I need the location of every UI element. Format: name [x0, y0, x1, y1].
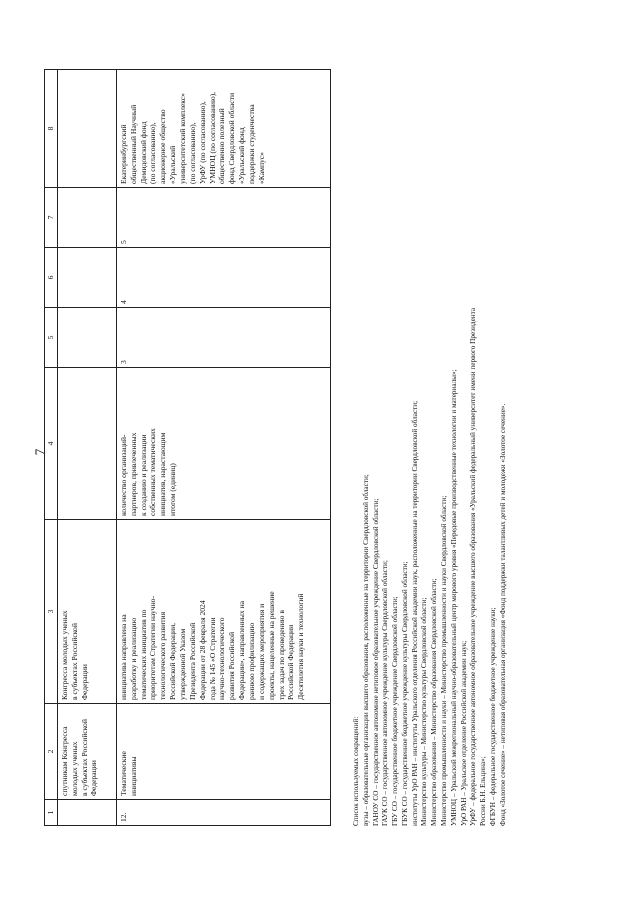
value-cell: 5: [116, 188, 330, 248]
abbreviation-item: ГАУК СО – государственное автономное учреждение культуры Свердловской области;: [381, 560, 390, 826]
abbreviation-item: Министерство культуры – Министерство культуры Свердловской области;: [420, 597, 429, 826]
abbreviation-item: УрФУ – федеральное государственное автономное образовательное учреждение высшего образования «Уральский федеральный университет имени первого Президента: [469, 307, 478, 826]
abbreviation-item: ГБУК СО – государственное бюджетное учреждение культуры Свердловской области;: [400, 561, 409, 826]
value-cell: 3: [116, 308, 330, 368]
initiatives-table: [44, 69, 331, 826]
column-number: 6: [45, 248, 58, 308]
abbreviation-item: ГБУ СО – государственное бюджетное учреждение Свердловской области;: [391, 596, 400, 826]
table-row: [57, 70, 116, 826]
column-number: 1: [45, 800, 58, 826]
column-number: 3: [45, 520, 58, 704]
row-number-cell: 12.: [116, 800, 330, 826]
abbreviations-list: [352, 46, 509, 826]
value-cell: 4: [116, 248, 330, 308]
value-cell: [57, 308, 116, 368]
initiative-name-cell: спутникам Конгресса молодых ученых в субъектах Российской Федерации: [57, 704, 116, 800]
executors-cell: [57, 70, 116, 188]
abbreviation-item: России Б.Н. Ельцина»;: [479, 756, 488, 826]
executors-cell: Екатеринбургский общественный Научный Демидовский фонд (по согласованию), акционерное общество «Уральский университетский комплекс» (по согласованию), УрФУ (по согласованию), УМНОЦ (по согласованию), общественно полезный фонд Свердловской области «Уральский фонд поддержки студенчества «Кампус»: [116, 70, 330, 188]
column-number: 4: [45, 368, 58, 520]
column-number: 7: [45, 188, 58, 248]
value-cell: [57, 188, 116, 248]
abbreviation-item: институты УрО РАН – институты Уральского отделения Российской академии наук, расположенные на территории Свердловской области;: [410, 400, 419, 826]
column-number: 5: [45, 308, 58, 368]
abbreviations-title: Список используемых сокращений:: [352, 716, 360, 826]
page-number: 7: [32, 448, 47, 456]
abbreviation-item: Министерство образования – Министерство образования Свердловской области;: [430, 578, 439, 826]
initiative-name-cell: Тематические инициативы: [116, 704, 330, 800]
abbreviation-item: Министерство промышленности и науки – Министерство промышленности и науки Свердловской области;: [440, 495, 449, 826]
abbreviation-item: Фонд «Золотое сечение» – нетиповая образовательная организация «Фонд поддержки талантливых детей и молодежи «Золотое сечение».: [498, 403, 507, 826]
table-row: [116, 70, 330, 826]
row-number-cell: [57, 800, 116, 826]
abbreviation-item: ФГБУН – федеральное государственное бюджетное учреждение науки;: [488, 607, 497, 826]
column-number: 2: [45, 704, 58, 800]
abbreviation-item: ГАНОУ СО – государственное автономное нетиповое образовательное учреждение Свердловской области;: [371, 498, 380, 826]
rotated-document-page: [20, 12, 620, 892]
initiative-description-cell: инициатива направлена на разработку и реализацию тематических инициатив по приоритетам Стратегии научно- технологического развития Российской Федерации, утвержденной Указом Президента Российской Федерации от 28 февраля 2024 года № 145 «О Стратегии научно-технологического развития Российской Федерации», направленных на раннюю профилизацию и содержащих мероприятия и проекты, нацеленные на решение трех задач по проведению в Российской Федерации Десятилетия науки и технологий: [116, 520, 330, 704]
value-cell: [57, 248, 116, 308]
column-number-row: [45, 70, 58, 826]
indicator-cell: количество организаций- партнеров, привлеченных к созданию и реализации собственных тематических инициатив, нарастающим итогом (единиц): [116, 368, 330, 520]
indicator-cell: [57, 368, 116, 520]
initiative-description-cell: Конгресса молодых ученых в субъектах Российской Федерации: [57, 520, 116, 704]
abbreviation-item: УМНОЦ – Уральский межрегиональный научно-образовательный центр мирового уровня «Передовые производственные технологии и материалы»;: [449, 369, 458, 826]
column-number: 8: [45, 70, 58, 188]
abbreviation-item: УрО РАН – Уральское отделение Российской академии наук;: [459, 640, 468, 826]
abbreviation-item: вузы – образовательные организации высшего образования, расположенные на территории Свердловской области;: [361, 474, 370, 826]
